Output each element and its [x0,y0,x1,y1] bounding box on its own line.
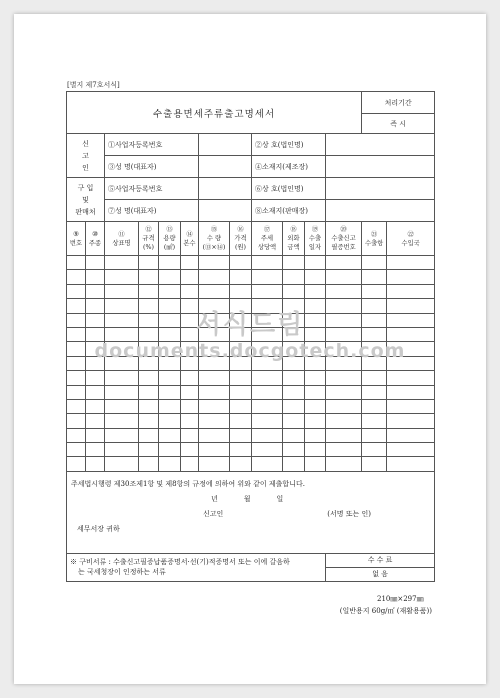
item-cell[interactable] [199,414,230,428]
declaration-text: 주세법시행령 제30조제1항 및 제8항의 규정에 의하여 위와 같이 제출합니다. [71,479,305,488]
applicant-biz-reg-no-field[interactable] [199,134,252,156]
buyer-label: 구 입 및 판매처 [67,178,105,222]
item-cell[interactable] [362,414,387,428]
item-cell[interactable] [67,414,86,428]
item-cell[interactable] [252,270,283,284]
item-cell[interactable] [181,270,199,284]
item-cell[interactable] [159,399,181,413]
item-cell[interactable] [159,371,181,385]
item-cell[interactable] [252,299,283,313]
item-cell[interactable] [159,356,181,370]
item-cell[interactable] [252,356,283,370]
item-cell[interactable] [181,428,199,442]
item-cell[interactable] [326,399,362,413]
item-cell[interactable] [305,342,326,356]
item-cell[interactable] [199,385,230,399]
item-cell[interactable] [362,457,387,471]
item-cell[interactable] [283,327,305,341]
item-row [67,399,435,413]
item-cell[interactable] [305,327,326,341]
item-row [67,457,435,471]
item-cell[interactable] [387,414,435,428]
item-cell[interactable] [199,399,230,413]
item-cell[interactable] [105,428,139,442]
item-cell[interactable] [230,313,252,327]
item-cell[interactable] [86,428,105,442]
item-cell[interactable] [86,414,105,428]
item-cell[interactable] [387,342,435,356]
col-header: ⑮ 수 량 (⑬×⑭) [199,222,230,256]
item-cell[interactable] [230,356,252,370]
item-cell[interactable] [362,399,387,413]
item-cell[interactable] [199,356,230,370]
item-cell[interactable] [86,443,105,457]
item-cell[interactable] [230,443,252,457]
item-cell[interactable] [67,399,86,413]
processing-period-value: 즉 시 [362,114,435,134]
item-cell[interactable] [139,428,159,442]
item-cell[interactable] [139,443,159,457]
item-cell[interactable] [283,428,305,442]
item-cell[interactable] [252,399,283,413]
item-cell[interactable] [230,327,252,341]
item-cell[interactable] [86,299,105,313]
col-header: ㉑ 수출항 [362,222,387,256]
item-cell[interactable] [105,414,139,428]
item-cell[interactable] [230,299,252,313]
item-row [67,313,435,327]
col-header: ⑨ 번호 [67,222,86,256]
item-cell[interactable] [199,270,230,284]
paper-type: (일반용지 60g/㎡ (재활용품)) [339,607,432,615]
item-cell[interactable] [326,385,362,399]
item-cell[interactable] [230,385,252,399]
item-cell[interactable] [326,342,362,356]
item-cell[interactable] [159,299,181,313]
item-cell[interactable] [199,428,230,442]
item-cell[interactable] [230,342,252,356]
col-header: ⑫ 규격 (%) [139,222,159,256]
item-cell[interactable] [159,342,181,356]
item-cell[interactable] [230,414,252,428]
item-cell[interactable] [283,443,305,457]
item-cell[interactable] [181,371,199,385]
item-cell[interactable] [181,457,199,471]
item-row [67,371,435,385]
item-cell[interactable] [283,457,305,471]
item-cell[interactable] [159,313,181,327]
item-cell[interactable] [362,313,387,327]
item-cell[interactable] [230,256,252,270]
item-cell[interactable] [67,428,86,442]
item-cell[interactable] [139,327,159,341]
item-cell[interactable] [362,270,387,284]
item-cell[interactable] [283,313,305,327]
applicant-label: 신 고 인 [67,134,105,178]
item-cell[interactable] [362,342,387,356]
declarant-label: 신고인 [203,509,224,518]
item-cell[interactable] [105,385,139,399]
item-row [67,256,435,270]
applicant-name-label: ③성 명(대표자) [105,156,199,178]
item-cell[interactable] [326,428,362,442]
item-cell[interactable] [305,428,326,442]
item-cell[interactable] [326,371,362,385]
item-cell[interactable] [252,371,283,385]
item-cell[interactable] [252,284,283,298]
processing-period-label: 처리기간 [362,92,435,114]
item-table-header [67,222,435,256]
item-cell[interactable] [252,414,283,428]
required-documents: ※ 구비서류 : 수출신고필증납품증명서·선(기)적증명서 또는 이에 갈음하 는 국세청장이 인정하는 서류 [67,553,326,581]
item-cell[interactable] [326,284,362,298]
item-cell[interactable] [159,256,181,270]
item-row [67,299,435,313]
item-cell[interactable] [86,399,105,413]
item-cell[interactable] [159,385,181,399]
col-header: ⑱ 외화 금액 [283,222,305,256]
item-cell[interactable] [105,457,139,471]
paper-size: 210㎜×297㎜ [377,595,424,603]
item-cell[interactable] [139,313,159,327]
item-cell[interactable] [199,327,230,341]
item-cell[interactable] [362,284,387,298]
item-cell[interactable] [199,299,230,313]
item-row [67,284,435,298]
item-cell[interactable] [139,299,159,313]
item-cell[interactable] [305,313,326,327]
item-cell[interactable] [159,457,181,471]
item-cell[interactable] [326,356,362,370]
item-cell[interactable] [139,356,159,370]
item-cell[interactable] [387,270,435,284]
item-cell[interactable] [230,270,252,284]
item-cell[interactable] [305,256,326,270]
item-cell[interactable] [305,270,326,284]
item-cell[interactable] [283,356,305,370]
item-cell[interactable] [105,327,139,341]
item-cell[interactable] [199,457,230,471]
item-rows [67,256,435,472]
item-cell[interactable] [305,457,326,471]
item-cell[interactable] [252,342,283,356]
applicant-company-label: ②상 호(법인명) [252,134,326,156]
col-header: ⑪ 상표명 [105,222,139,256]
item-cell[interactable] [362,443,387,457]
buyer-biz-reg-no-field[interactable] [199,178,252,200]
item-cell[interactable] [252,428,283,442]
item-cell[interactable] [305,371,326,385]
item-cell[interactable] [252,313,283,327]
buyer-address-field[interactable] [326,200,435,222]
item-cell[interactable] [326,414,362,428]
item-cell[interactable] [387,443,435,457]
buyer-address-label: ⑧소재지(판매장) [252,200,326,222]
item-cell[interactable] [199,371,230,385]
item-cell[interactable] [362,256,387,270]
col-header: ⑲ 수출 일자 [305,222,326,256]
item-cell[interactable] [305,399,326,413]
item-row [67,443,435,457]
item-cell[interactable] [387,428,435,442]
item-cell[interactable] [252,385,283,399]
item-cell[interactable] [181,299,199,313]
item-cell[interactable] [283,385,305,399]
item-cell[interactable] [67,270,86,284]
item-cell[interactable] [387,356,435,370]
item-cell[interactable] [252,327,283,341]
item-cell[interactable] [326,299,362,313]
item-cell[interactable] [181,327,199,341]
item-cell[interactable] [139,270,159,284]
item-cell[interactable] [105,313,139,327]
item-cell[interactable] [86,284,105,298]
col-header: ⑬ 용량 (㎖) [159,222,181,256]
item-cell[interactable] [362,385,387,399]
item-cell[interactable] [105,371,139,385]
item-cell[interactable] [181,414,199,428]
declarant-line [71,507,430,522]
item-cell[interactable] [67,385,86,399]
buyer-company-label: ⑥상 호(법인명) [252,178,326,200]
item-cell[interactable] [387,313,435,327]
item-cell[interactable] [199,284,230,298]
col-header: ⑩ 주종 [86,222,105,256]
item-cell[interactable] [199,342,230,356]
item-cell[interactable] [86,313,105,327]
item-cell[interactable] [139,284,159,298]
item-row [67,428,435,442]
applicant-address-field[interactable] [326,156,435,178]
applicant-company-field[interactable] [326,134,435,156]
item-cell[interactable] [67,356,86,370]
item-cell[interactable] [252,256,283,270]
item-row [67,385,435,399]
item-cell[interactable] [86,385,105,399]
item-cell[interactable] [387,256,435,270]
declaration-section [67,471,435,553]
item-cell[interactable] [283,256,305,270]
watermark-url: documents.docgotech.com [94,340,406,362]
item-cell[interactable] [139,342,159,356]
item-cell[interactable] [283,270,305,284]
item-cell[interactable] [139,385,159,399]
item-cell[interactable] [86,342,105,356]
item-cell[interactable] [86,256,105,270]
item-cell[interactable] [105,443,139,457]
item-cell[interactable] [105,342,139,356]
item-cell[interactable] [305,299,326,313]
declaration-date: 년 월 일 [211,494,284,503]
form-title: 수출용면세주류출고명세서 [67,92,362,134]
item-cell[interactable] [326,313,362,327]
item-cell[interactable] [181,385,199,399]
item-cell[interactable] [181,399,199,413]
item-cell[interactable] [230,371,252,385]
buyer-company-field[interactable] [326,178,435,200]
item-cell[interactable] [230,457,252,471]
item-cell[interactable] [159,327,181,341]
item-cell[interactable] [67,457,86,471]
item-cell[interactable] [305,414,326,428]
fee-label: 수 수 료 [326,553,435,567]
item-cell[interactable] [181,443,199,457]
item-cell[interactable] [305,356,326,370]
item-cell[interactable] [199,256,230,270]
item-cell[interactable] [105,399,139,413]
item-cell[interactable] [139,414,159,428]
item-cell[interactable] [362,428,387,442]
recipient: 세무서장 귀하 [77,524,120,533]
item-cell[interactable] [86,356,105,370]
form-number: [별지 제7호서식] [67,81,120,89]
item-cell[interactable] [67,256,86,270]
item-cell[interactable] [105,270,139,284]
item-cell[interactable] [105,299,139,313]
applicant-address-label: ④소재지(제조장) [252,156,326,178]
item-cell[interactable] [362,371,387,385]
item-cell[interactable] [139,371,159,385]
item-cell[interactable] [67,299,86,313]
col-header: ⑰ 주세 상당액 [252,222,283,256]
col-header: ⑳ 수출신고 필증번호 [326,222,362,256]
item-cell[interactable] [326,457,362,471]
item-row [67,342,435,356]
item-cell[interactable] [139,399,159,413]
buyer-name-label: ⑦성 명(대표자) [105,200,199,222]
item-cell[interactable] [67,342,86,356]
item-cell[interactable] [181,313,199,327]
item-cell[interactable] [305,284,326,298]
item-cell[interactable] [305,385,326,399]
item-cell[interactable] [326,256,362,270]
item-cell[interactable] [362,327,387,341]
item-cell[interactable] [139,457,159,471]
applicant-name-field[interactable] [199,156,252,178]
item-cell[interactable] [159,428,181,442]
item-cell[interactable] [362,299,387,313]
col-header: ⑭ 본수 [181,222,199,256]
item-cell[interactable] [326,327,362,341]
item-cell[interactable] [67,327,86,341]
item-cell[interactable] [159,443,181,457]
col-header: ㉒ 수입국 [387,222,435,256]
item-cell[interactable] [252,443,283,457]
item-cell[interactable] [86,327,105,341]
item-cell[interactable] [283,284,305,298]
item-cell[interactable] [67,443,86,457]
item-cell[interactable] [199,443,230,457]
item-cell[interactable] [283,371,305,385]
item-cell[interactable] [387,385,435,399]
item-cell[interactable] [387,284,435,298]
item-cell[interactable] [283,414,305,428]
watermark-title: 서식드림 [195,310,305,340]
item-cell[interactable] [181,342,199,356]
item-cell[interactable] [387,399,435,413]
item-cell[interactable] [230,284,252,298]
item-cell[interactable] [362,356,387,370]
item-cell[interactable] [105,284,139,298]
item-cell[interactable] [199,313,230,327]
item-cell[interactable] [139,256,159,270]
item-cell[interactable] [181,256,199,270]
item-cell[interactable] [67,313,86,327]
item-cell[interactable] [230,428,252,442]
item-cell[interactable] [159,284,181,298]
item-row [67,270,435,284]
buyer-name-field[interactable] [199,200,252,222]
item-cell[interactable] [105,256,139,270]
item-cell[interactable] [159,270,181,284]
item-cell[interactable] [387,457,435,471]
item-row [67,356,435,370]
signature-placeholder: (서명 또는 인) [327,509,372,518]
item-cell[interactable] [181,356,199,370]
buyer-biz-reg-no-label: ⑤사업자등록번호 [105,178,199,200]
item-cell[interactable] [326,443,362,457]
item-cell[interactable] [159,414,181,428]
item-cell[interactable] [252,457,283,471]
item-row [67,327,435,341]
item-cell[interactable] [105,356,139,370]
item-cell[interactable] [67,284,86,298]
fee-value: 없 음 [326,567,435,581]
item-cell[interactable] [305,443,326,457]
item-cell[interactable] [283,399,305,413]
col-header: ⑯ 가격 (원) [230,222,252,256]
item-cell[interactable] [326,270,362,284]
item-cell[interactable] [86,457,105,471]
item-cell[interactable] [86,371,105,385]
item-cell[interactable] [86,270,105,284]
item-row [67,414,435,428]
item-cell[interactable] [387,299,435,313]
export-liquor-form [66,91,435,582]
item-cell[interactable] [230,399,252,413]
applicant-biz-reg-no-label: ①사업자등록번호 [105,134,199,156]
item-cell[interactable] [181,284,199,298]
item-cell[interactable] [283,299,305,313]
item-cell[interactable] [387,327,435,341]
item-cell[interactable] [283,342,305,356]
item-cell[interactable] [67,371,86,385]
item-cell[interactable] [387,371,435,385]
